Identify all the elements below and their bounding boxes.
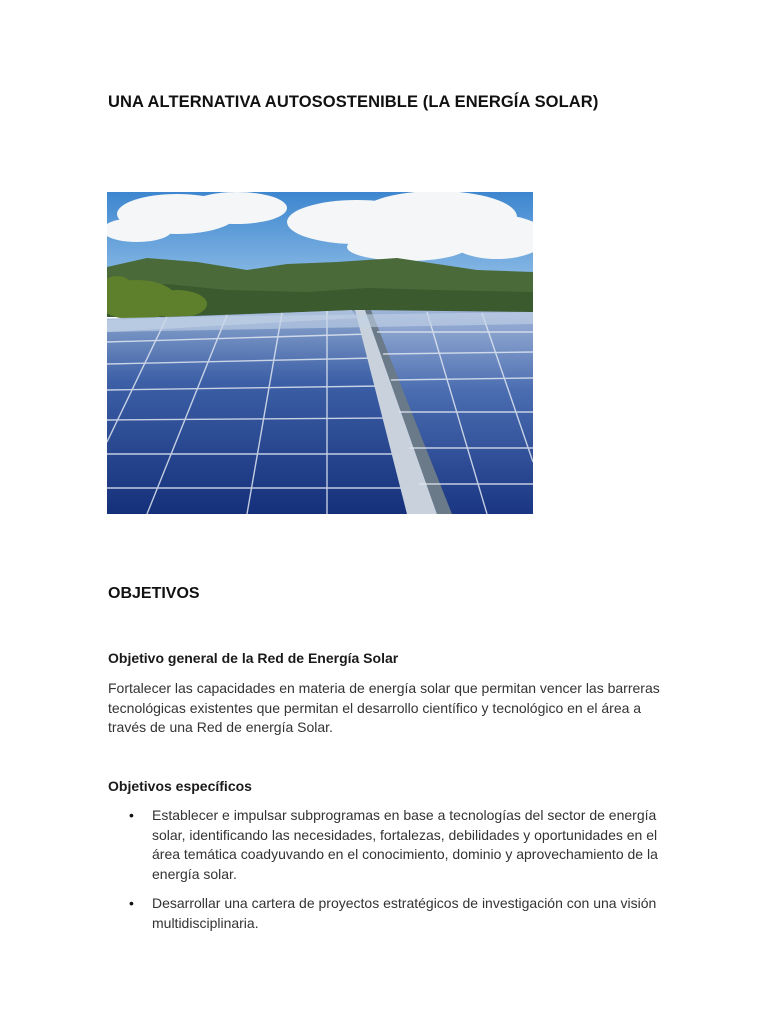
list-item [108, 806, 668, 884]
bullet-icon: • [129, 807, 134, 823]
list-item-text: Desarrollar una cartera de proyectos estratégicos de investigación con una visión multidisciplinaria. [152, 895, 657, 931]
list-item-text: Establecer e impulsar subprogramas en base a tecnologías del sector de energía solar, identificando las necesidades, fortalezas, debilidades y oportunidades en el área temática coadyuvando en el conocimiento, dominio y aprovechamiento de la energía solar. [152, 807, 658, 882]
solar-panels-photo [107, 192, 533, 514]
document-title: UNA ALTERNATIVA AUTOSOSTENIBLE (LA ENERGÍA SOLAR) [108, 93, 599, 111]
bullet-icon: • [129, 895, 134, 911]
specific-objectives-list [108, 806, 668, 943]
general-objective-text: Fortalecer las capacidades en materia de energía solar que permitan vencer las barreras tecnológicas existentes que permitan el desarrollo científico y tecnológico en el área a través de una Red de energía Solar. [108, 680, 660, 735]
list-item [108, 894, 668, 933]
specific-objectives-heading: Objetivos específicos [108, 778, 252, 794]
general-objective-heading: Objetivo general de la Red de Energía Solar [108, 650, 399, 666]
objectives-heading: OBJETIVOS [108, 585, 200, 602]
